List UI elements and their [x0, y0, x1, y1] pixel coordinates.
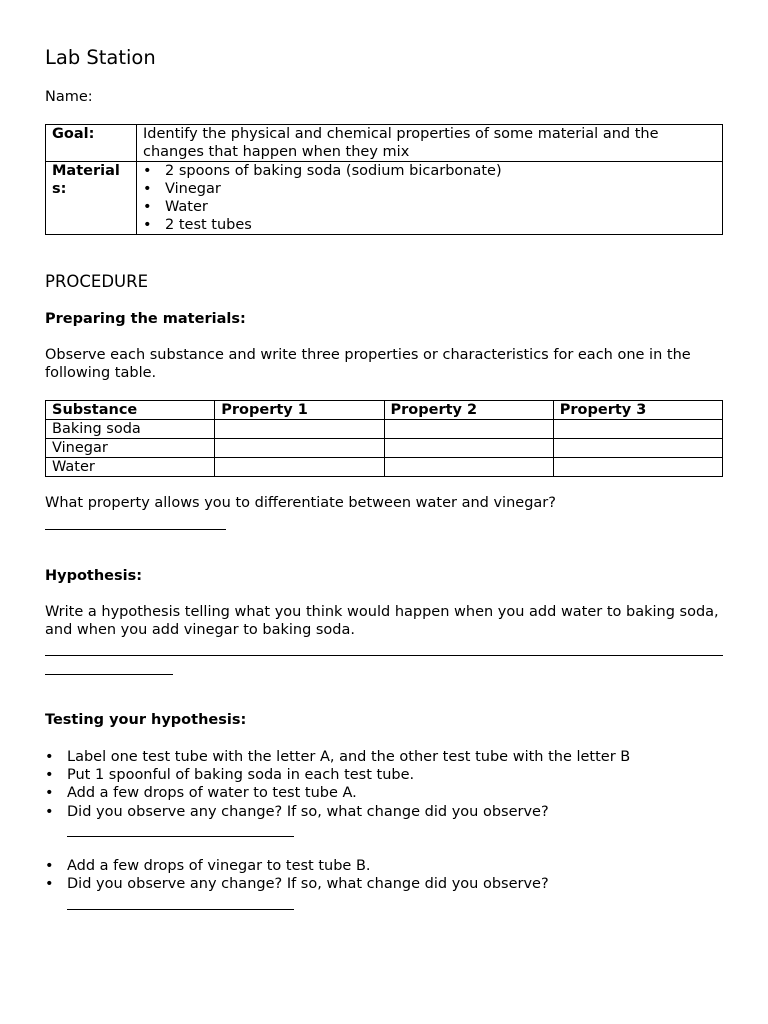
- list-item: • Did you observe any change? If so, what change did you observe?: [45, 803, 630, 821]
- testing-heading: Testing your hypothesis:: [45, 712, 247, 728]
- table-row: [46, 420, 723, 439]
- goal-row: [46, 125, 723, 162]
- name-label: Name:: [45, 89, 93, 105]
- page-title: Lab Station: [45, 46, 156, 69]
- empty-cell[interactable]: [384, 439, 553, 458]
- empty-cell[interactable]: [553, 458, 722, 477]
- table-row: [46, 439, 723, 458]
- hypothesis-text: Write a hypothesis telling what you think would happen when you add water to baking soda, and when you add vinegar to baking soda.: [45, 604, 719, 638]
- empty-cell[interactable]: [215, 439, 384, 458]
- answer-line[interactable]: [67, 836, 294, 837]
- preparing-text: Observe each substance and write three properties or characteristics for each one in the following table.: [45, 347, 691, 381]
- substance-cell: Vinegar: [46, 439, 215, 458]
- goal-materials-table: [45, 124, 723, 235]
- materials-cell: [137, 162, 723, 235]
- empty-cell[interactable]: [553, 420, 722, 439]
- column-header: Substance: [46, 401, 215, 420]
- materials-key: Material s:: [46, 162, 137, 235]
- list-item: • Add a few drops of vinegar to test tube B.: [45, 857, 549, 875]
- table-row: [46, 458, 723, 477]
- goal-key: Goal:: [46, 125, 137, 162]
- goal-value: Identify the physical and chemical properties of some material and the changes that happen when they mix: [137, 125, 723, 162]
- testing-steps-b: [45, 857, 549, 893]
- substance-cell: Baking soda: [46, 420, 215, 439]
- substance-table: [45, 400, 723, 477]
- empty-cell[interactable]: [215, 420, 384, 439]
- list-item: • Add a few drops of water to test tube A.: [45, 784, 630, 802]
- hypothesis-heading: Hypothesis:: [45, 568, 143, 584]
- list-item: • 2 spoons of baking soda (sodium bicarbonate): [143, 162, 716, 180]
- answer-line[interactable]: [45, 674, 173, 675]
- answer-line[interactable]: [67, 909, 294, 910]
- materials-list: [143, 162, 716, 234]
- column-header: Property 3: [553, 401, 722, 420]
- preparing-heading: Preparing the materials:: [45, 311, 246, 327]
- question-text: What property allows you to differentiate between water and vinegar?: [45, 495, 556, 511]
- list-item: • Vinegar: [143, 180, 716, 198]
- list-item: • 2 test tubes: [143, 216, 716, 234]
- testing-steps-a: [45, 748, 630, 821]
- empty-cell[interactable]: [384, 458, 553, 477]
- answer-line[interactable]: [45, 529, 226, 530]
- materials-row: [46, 162, 723, 235]
- empty-cell[interactable]: [215, 458, 384, 477]
- list-item: • Put 1 spoonful of baking soda in each test tube.: [45, 766, 630, 784]
- table-header-row: [46, 401, 723, 420]
- answer-line[interactable]: [45, 655, 723, 656]
- empty-cell[interactable]: [384, 420, 553, 439]
- column-header: Property 2: [384, 401, 553, 420]
- list-item: • Did you observe any change? If so, what change did you observe?: [45, 875, 549, 893]
- empty-cell[interactable]: [553, 439, 722, 458]
- column-header: Property 1: [215, 401, 384, 420]
- procedure-heading: PROCEDURE: [45, 272, 149, 291]
- substance-cell: Water: [46, 458, 215, 477]
- list-item: • Water: [143, 198, 716, 216]
- list-item: • Label one test tube with the letter A, and the other test tube with the letter B: [45, 748, 630, 766]
